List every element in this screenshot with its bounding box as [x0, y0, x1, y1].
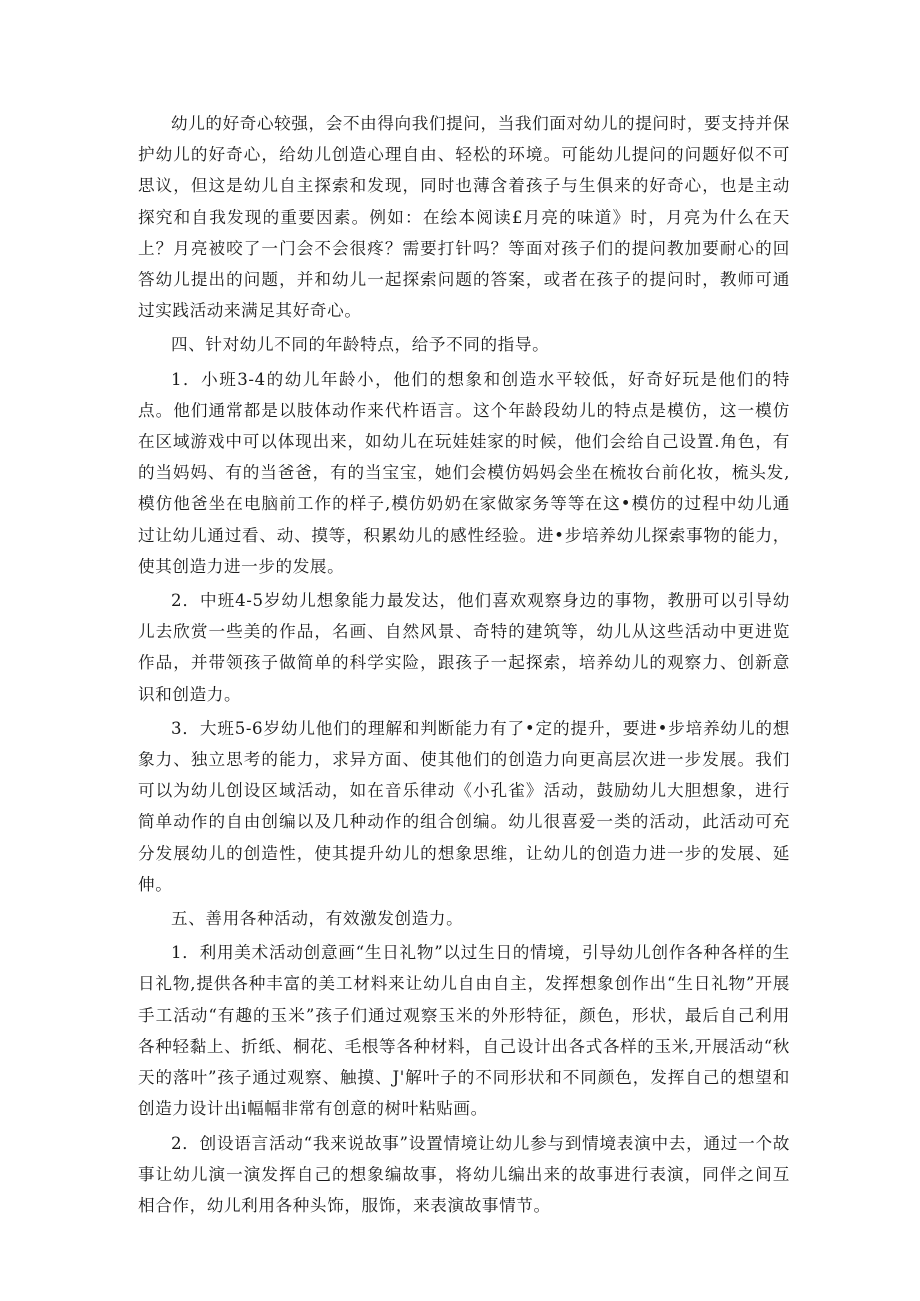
section-heading-activities: 五、善用各种活动，有效激发创造力。	[171, 909, 464, 929]
paragraph-middle-class: 2．中班4-5岁幼儿想象能力最发达，他们喜欢观察身边的事物，教册可以引导幼儿去欣赏一些美的作品，名画、自然风景、奇特的建筑等，幼儿从这些活动中更进览作品，并带领孩子做简单的科学实险，跟孩子一起探索，培养幼儿的观察力、创新意识和创造力。	[138, 591, 790, 704]
paragraph-small-class: 1．小班3-4的幼儿年龄小，他们的想象和创造水平较低，好奇好玩是他们的特点。他们通常都是以肢体动作来代杵语言。这个年龄段幼儿的特点是模仿，这一模仿在区域游戏中可以体现出来，如幼儿在玩娃娃家的时候，他们会给自己设置.角色，有的当妈妈、有的当爸爸，有的当宝宝，她们会模仿妈妈会坐在梳妆台前化妆，梳头发,模仿他爸坐在电脑前工作的样子,模仿奶奶在家做家务等等在这•模仿的过程中幼儿通过让幼儿通过看、动、摸等，积累幼儿的感性经验。进•步培养幼儿探索事物的能力，使其创造力进一步的发展。	[138, 369, 790, 576]
document-page	[138, 108, 790, 1224]
section-heading-age-guidance: 四、针对幼儿不同的年龄特点，给予不同的指导。	[171, 335, 550, 355]
paragraph-curiosity: 幼儿的好奇心较强，会不由得向我们提问，当我们面对幼儿的提问时，要支持并保护幼儿的好奇心，给幼儿创造心理自由、轻松的环境。可能幼儿提问的问题好似不可思议，但这是幼儿自主探索和发现，同时也薄含着孩子与生俱来的好奇心，也是主动探究和自我发现的重要因素。例如：在绘本阅读£月亮的味道》时，月亮为什么在天上？月亮被咬了一门会不会很疼？需要打针吗？等面对孩子们的提问教加要耐心的回答幼儿提出的问题，并和幼儿一起探索问题的答案，或者在孩子的提问时，教师可通过实践活动来满足其好奇心。	[138, 114, 790, 321]
paragraph-language-activity: 2．创设语言活动“我来说故事”设置情境让幼儿参与到情境表演中去，通过一个故事让幼儿演一演发挥自己的想象编故事，将幼儿编出来的故事进行表演，同伴之间互相合作，幼儿利用各种头饰，服饰，来表演故事情节。	[138, 1133, 790, 1215]
paragraph-art-activity: 1．利用美术活动创意画“生日礼物”以过生日的情境，引导幼儿创作各种各样的生日礼物,提供各种丰富的美工材料来让幼儿自由自主，发挥想象创作出“生日礼物”开展手工活动“有趣的玉米”孩子们通过观察玉米的外形特征，颜色，形状，最后自己利用各种轻黏上、折纸、桐花、毛根等各种材料，自己设计出各式各样的玉米,开展活动“秋天的落叶”孩子通过观察、触摸、J'解叶子的不同形状和不同颜色，发挥自己的想望和创造力设计出i幅幅非常有创意的树叶粘贴画。	[138, 943, 790, 1119]
paragraph-large-class: 3．大班5-6岁幼儿他们的理解和判断能力有了•定的提升，要进•步培养幼儿的想象力、独立思考的能力，求异方面、使其他们的创造力向更高层次进一步发展。我们可以为幼儿创设区域活动，如在音乐律动《小孔雀》活动，鼓励幼儿大胆想象，进行简单动作的自由创编以及几种动作的组合创编。幼儿很喜爱一类的活动，此活动可充分发展幼儿的创造性，使其提升幼儿的想象思维，让幼儿的创造力进一步的发展、延伸。	[138, 718, 790, 894]
